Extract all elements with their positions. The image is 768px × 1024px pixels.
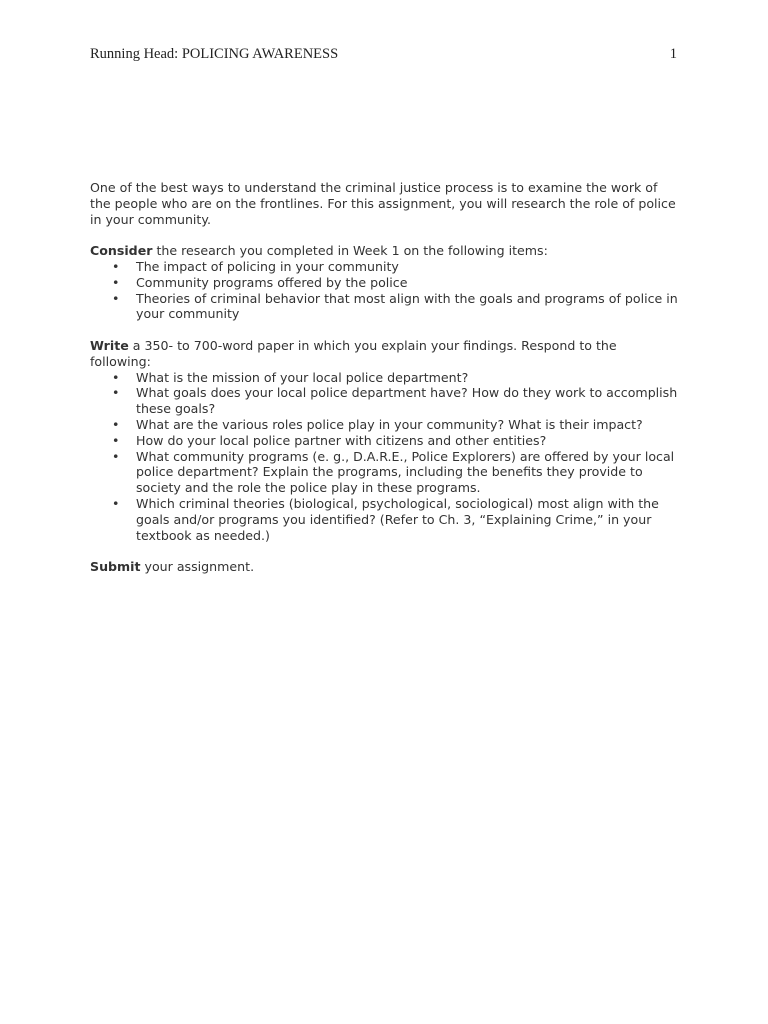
paragraph-spacer	[90, 543, 680, 559]
list-item: • What community programs (e. g., D.A.R.E., Police Explorers) are offered by your local police department? Explain the programs, including the benefits they provide to society and the role the police play in these programs.	[90, 449, 680, 496]
write-lead: Write	[90, 337, 129, 353]
write-list	[90, 370, 680, 544]
consider-list	[90, 259, 680, 322]
intro-paragraph: One of the best ways to understand the criminal justice process is to examine the work of the people who are on the frontlines. For this assignment, you will research the role of police in your community.	[90, 180, 676, 227]
list-item: • The impact of policing in your community	[90, 259, 680, 275]
submit-paragraph	[90, 559, 680, 575]
write-text: a 350- to 700-word paper in which you explain your findings. Respond to the following:	[90, 337, 617, 369]
list-item: • What goals does your local police department have? How do they work to accomplish these goals?	[90, 385, 680, 417]
list-item: • Which criminal theories (biological, psychological, sociological) most align with the goals and/or programs you identified? (Refer to Ch. 3, “Explaining Crime,” in your textbook as needed.)	[90, 496, 680, 543]
consider-lead: Consider	[90, 243, 153, 259]
paragraph-spacer	[90, 227, 680, 243]
submit-lead: Submit	[90, 559, 141, 575]
consider-paragraph	[90, 243, 680, 259]
consider-text: the research you completed in Week 1 on the following items:	[152, 243, 548, 259]
list-item: • Theories of criminal behavior that most align with the goals and programs of police in your community	[90, 291, 680, 323]
page-header	[90, 46, 677, 66]
document-body	[90, 180, 680, 575]
paragraph-spacer	[90, 322, 680, 338]
write-paragraph	[90, 338, 680, 370]
running-head: Running Head: POLICING AWARENESS	[90, 46, 339, 62]
list-item: • What is the mission of your local police department?	[90, 370, 680, 386]
list-item: • Community programs offered by the police	[90, 275, 680, 291]
list-item: • How do your local police partner with citizens and other entities?	[90, 433, 680, 449]
page-number: 1	[669, 46, 677, 62]
list-item: • What are the various roles police play in your community? What is their impact?	[90, 417, 680, 433]
submit-text: your assignment.	[140, 559, 255, 575]
